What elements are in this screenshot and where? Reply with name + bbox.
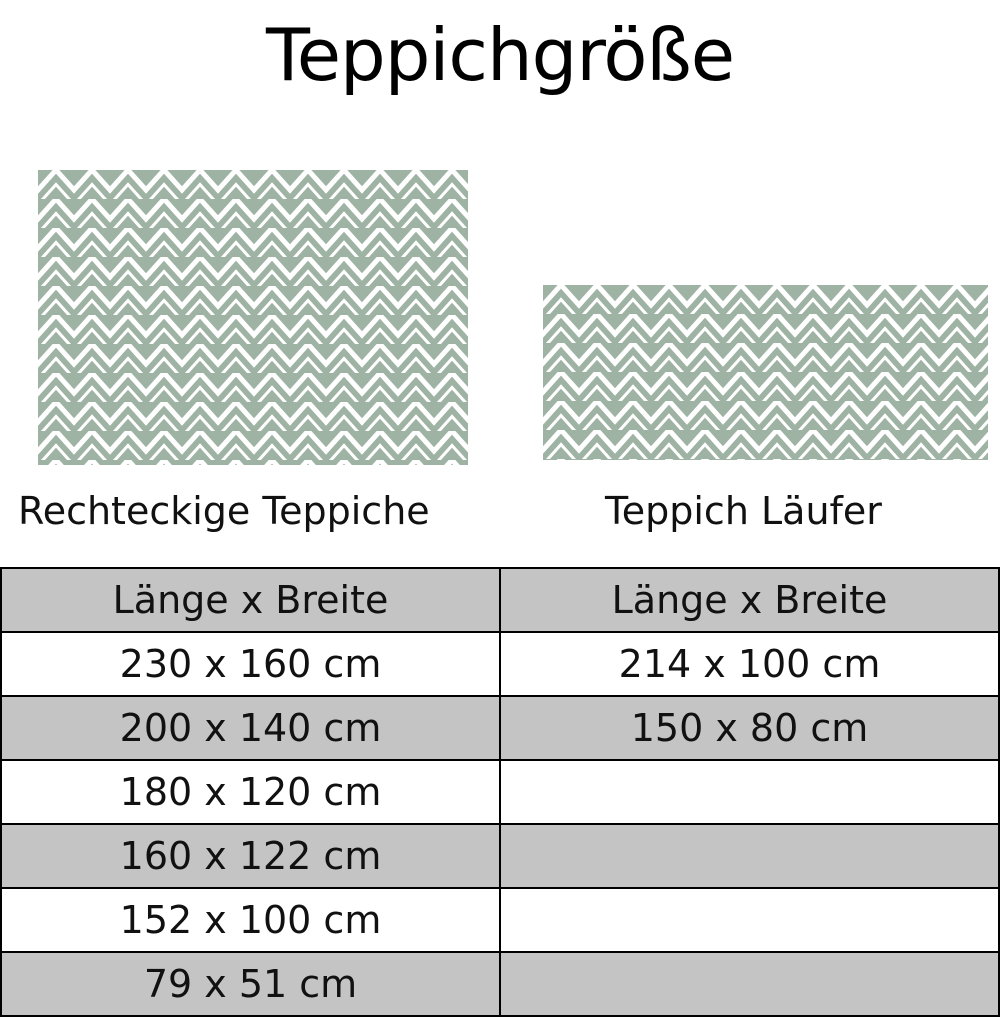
table-cell-right xyxy=(500,824,999,888)
table-cell-right: 150 x 80 cm xyxy=(500,696,999,760)
chevron-pattern-icon xyxy=(38,170,468,465)
table-cell-right xyxy=(500,952,999,1016)
page-title: Teppichgröße xyxy=(265,13,735,97)
table-cell-right xyxy=(500,760,999,824)
table-cell-left: 230 x 160 cm xyxy=(1,632,500,696)
table-cell-right xyxy=(500,888,999,952)
table-cell-left: 180 x 120 cm xyxy=(1,760,500,824)
table-header-left: Länge x Breite xyxy=(1,568,500,632)
table-row xyxy=(1,952,999,1016)
table-row xyxy=(1,824,999,888)
table-row xyxy=(1,888,999,952)
rectangular-rug-caption: Rechteckige Teppiche xyxy=(18,489,430,533)
chevron-pattern-icon xyxy=(543,285,988,460)
table-header-right: Länge x Breite xyxy=(500,568,999,632)
runner-rug-caption: Teppich Läufer xyxy=(605,489,882,533)
size-table xyxy=(0,567,1000,1017)
table-row xyxy=(1,632,999,696)
table-row-header xyxy=(1,568,999,632)
table-cell-right: 214 x 100 cm xyxy=(500,632,999,696)
table-cell-left: 160 x 122 cm xyxy=(1,824,500,888)
table-cell-left: 152 x 100 cm xyxy=(1,888,500,952)
table-row xyxy=(1,696,999,760)
table-cell-left: 200 x 140 cm xyxy=(1,696,500,760)
rectangular-rug-swatch xyxy=(38,170,468,465)
runner-rug-swatch xyxy=(543,285,988,460)
table-cell-left: 79 x 51 cm xyxy=(1,952,500,1016)
table-row xyxy=(1,760,999,824)
